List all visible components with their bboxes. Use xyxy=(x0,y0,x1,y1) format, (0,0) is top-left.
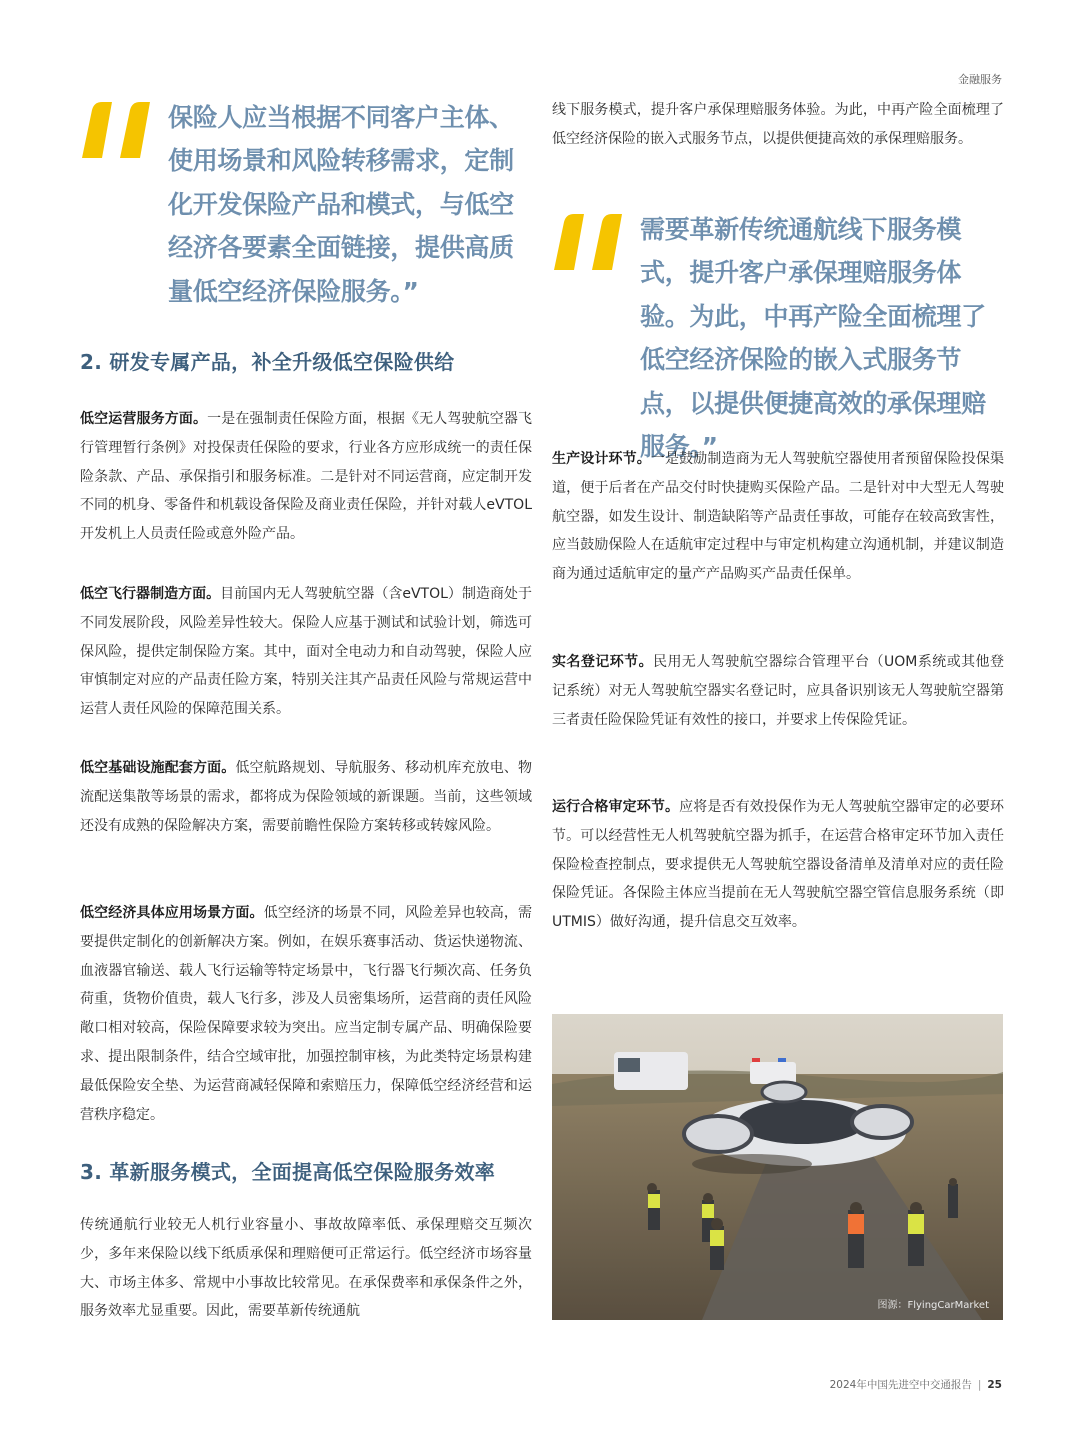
paragraph-operations xyxy=(80,405,532,549)
pull-quote-text: 保险人应当根据不同客户主体、使用场景和风险转移需求，定制化开发保险产品和模式，与低空经济各要素全面链接，提供高质量低空经济保险服务。” xyxy=(168,103,514,306)
paragraph-body: 目前国内无人驾驶航空器（含eVTOL）制造商处于不同发展阶段，风险差异性较大。保险人应基于测试和试验计划，筛选可保风险，提供定制保险方案。其中，面对全电动力和自动驾驶，保险人应审慎制定对应的产品责任险方案，特别关注其产品责任风险与常规运营中运营人责任风险的保障范围关系。 xyxy=(80,586,533,718)
photo-credit: 图源：FlyingCarMarket xyxy=(877,1300,989,1311)
paragraph-lead: 低空飞行器制造方面。 xyxy=(80,586,221,602)
paragraph-scenarios xyxy=(80,899,532,1129)
page-footer xyxy=(830,1377,1002,1392)
pull-quote-text: 需要革新传统通航线下服务模式，提升客户承保理赔服务体验。为此，中再产险全面梳理了低空经济保险的嵌入式服务节点，以提供便捷高效的承保理赔服务。” xyxy=(640,215,986,462)
paragraph-service-mode: 传统通航行业较无人机行业容量小、事故故障率低、承保理赔交互频次少，多年来保险以线下纸质承保和理赔便可正常运行。低空经济市场容量大、市场主体多、常规中小事故比较常见。在承保费率和承保条件之外，服务效率尤显重要。因此，需要革新传统通航 xyxy=(80,1217,532,1320)
paragraph-manufacturing xyxy=(80,580,532,724)
quote-mark-icon xyxy=(80,96,152,160)
paragraph-lead: 低空基础设施配套方面。 xyxy=(80,760,236,776)
page-number: 25 xyxy=(987,1379,1002,1391)
paragraph-continued: 线下服务模式，提升客户承保理赔服务体验。为此，中再产险全面梳理了低空经济保险的嵌入式服务节点，以提供便捷高效的承保理赔服务。 xyxy=(552,102,1004,147)
paragraph-lead: 低空经济具体应用场景方面。 xyxy=(80,905,264,921)
paragraph-infrastructure xyxy=(80,754,532,840)
paragraph-registration xyxy=(552,648,1004,734)
paragraph-body: 一是在强制责任保险方面，根据《无人驾驶航空器飞行管理暂行条例》对投保责任保险的要求，行业各方应形成统一的责任保险条款、产品、承保指引和服务标准。二是针对不同运营商，应定制开发不同的机身、零备件和机载设备保险及商业责任保险，并针对载人eVTOL开发机上人员责任险或意外险产品。 xyxy=(80,411,533,543)
pull-quote-left xyxy=(80,96,532,316)
paragraph-body: 一是鼓励制造商为无人驾驶航空器使用者预留保险投保渠道，便于后者在产品交付时快捷购买保险产品。二是针对中大型无人驾驶航空器，如发生设计、制造缺陷等产品责任事故，可能存在较高致害性，应当鼓励保险人在适航审定过程中与审定机构建立沟通机制，并建议制造商为通过适航审定的量产产品购买产品责任保单。 xyxy=(552,451,1005,583)
quote-mark-icon xyxy=(552,208,624,272)
paragraph-lead: 生产设计环节。 xyxy=(552,451,651,467)
section-heading-3: 3. 革新服务模式，全面提高低空保险服务效率 xyxy=(80,1160,496,1184)
report-title: 2024年中国先进空中交通报告 xyxy=(829,1379,972,1391)
paragraph-body: 低空经济的场景不同，风险差异也较高，需要提供定制化的创新解决方案。例如，在娱乐赛事活动、货运快递物流、血液器官输送、载人飞行运输等特定场景中，飞行器飞行频次高、任务负荷重，货物价值贵，载人飞行多，涉及人员密集场所，运营商的责任风险敞口相对较高，保险保障要求较为突出。应当定制专属产品、明确保险要求、提出限制条件，结合空域审批，加强控制审核，为此类特定场景构建最低保险安全垫、为运营商减轻保障和索赔压力，保障低空经济经营和运营秩序稳定。 xyxy=(80,905,533,1123)
paragraph-production xyxy=(552,445,1004,589)
paragraph-lead: 低空运营服务方面。 xyxy=(80,411,208,427)
section-tag: 金融服务 xyxy=(958,73,1002,86)
paragraph-lead: 运行合格审定环节。 xyxy=(552,799,680,815)
section-heading-2: 2. 研发专属产品，补全升级低空保险供给 xyxy=(80,350,455,374)
paragraph-lead: 实名登记环节。 xyxy=(552,654,654,670)
paragraph-body: 民用无人驾驶航空器综合管理平台（UOM系统或其他登记系统）对无人驾驶航空器实名登记时，应具备识别该无人驾驶航空器第三者责任险保险凭证有效性的接口，并要求上传保险凭证。 xyxy=(552,654,1004,728)
paragraph-body: 应将是否有效投保作为无人驾驶航空器审定的必要环节。可以经营性无人机驾驶航空器为抓手，在运营合格审定环节加入责任保险检查控制点，要求提供无人驾驶航空器设备清单及清单对应的责任险保险凭证。各保险主体应当提前在无人驾驶航空器空管信息服务系统（即UTMIS）做好沟通，提升信息交互效率。 xyxy=(552,799,1005,931)
paragraph-body: 低空航路规划、导航服务、移动机库充放电、物流配送集散等场景的需求，都将成为保险领域的新课题。当前，这些领域还没有成熟的保险解决方案，需要前瞻性保险方案转移或转嫁风险。 xyxy=(80,760,533,834)
accident-photo xyxy=(552,1014,1003,1320)
footer-divider: | xyxy=(977,1379,982,1391)
paragraph-certification xyxy=(552,793,1004,937)
